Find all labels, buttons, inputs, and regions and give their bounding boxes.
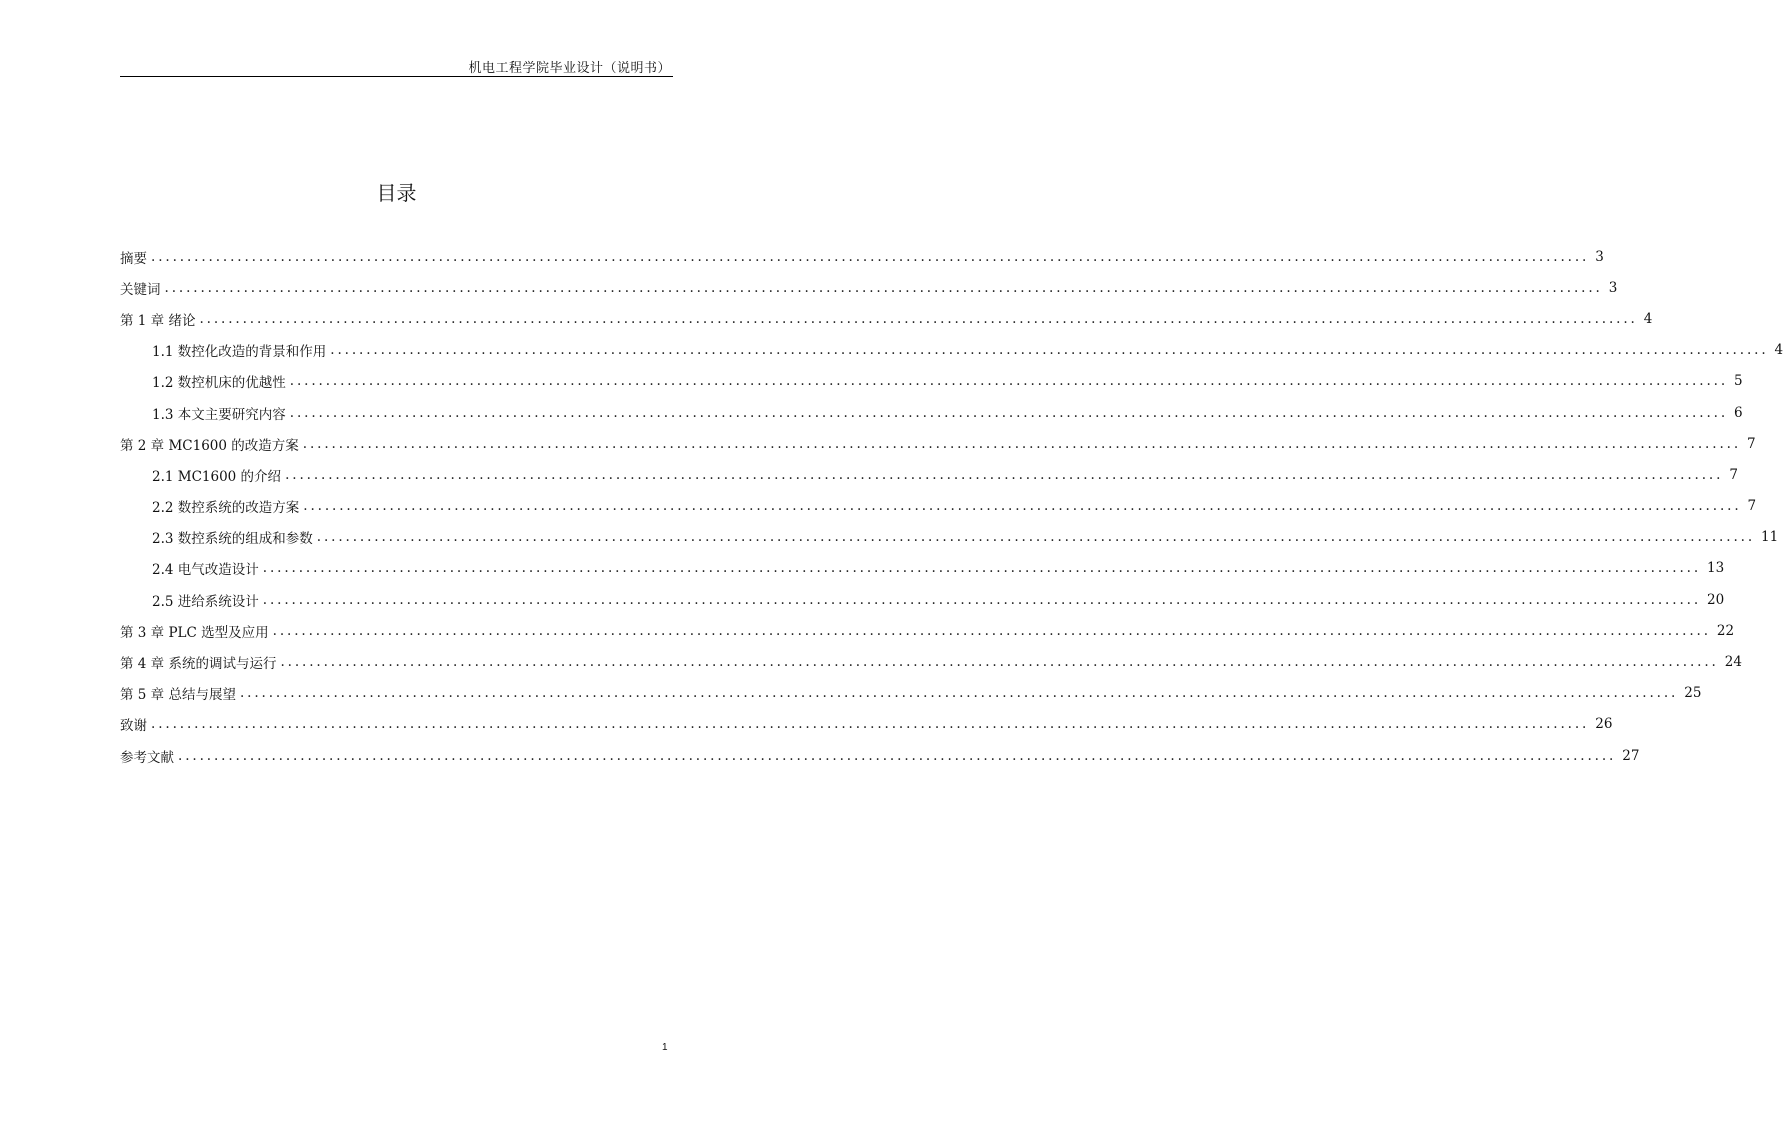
header-title: 机电工程学院毕业设计（说明书） bbox=[468, 61, 671, 76]
toc-entry[interactable] bbox=[120, 491, 1757, 522]
toc-entry-page: 4 bbox=[1774, 342, 1783, 359]
toc-entry[interactable] bbox=[120, 459, 1738, 490]
toc-entry-page: 6 bbox=[1734, 404, 1743, 421]
toc-entry-label: 参考文献 bbox=[120, 749, 174, 766]
toc-entry[interactable] bbox=[120, 553, 1725, 584]
toc-entry-label: 摘要 bbox=[120, 250, 147, 267]
toc-leader-dots: ........................................................................................................................................................................................................ bbox=[199, 310, 1638, 327]
toc-leader-dots: ........................................................................................................................................................................................................ bbox=[262, 560, 1702, 577]
toc-leader-dots: ........................................................................................................................................................................................................ bbox=[289, 404, 1729, 421]
toc-entry-label: 第 1 章 绪论 bbox=[120, 312, 196, 329]
toc-entry-page: 20 bbox=[1707, 591, 1725, 608]
toc-leader-dots: ........................................................................................................................................................................................................ bbox=[164, 279, 1603, 296]
toc-entry[interactable] bbox=[120, 335, 1783, 366]
toc-leader-dots: ........................................................................................................................................................................................................ bbox=[285, 466, 1724, 483]
toc-entry-label: 2.5 进给系统设计 bbox=[152, 593, 259, 610]
toc-entry-page: 7 bbox=[1729, 466, 1738, 483]
toc-entry[interactable] bbox=[120, 584, 1725, 615]
table-of-contents bbox=[120, 241, 1783, 771]
toc-entry-page: 25 bbox=[1684, 685, 1702, 702]
toc-entry-label: 2.1 MC1600 的介绍 bbox=[152, 468, 282, 485]
toc-entry-label: 第 2 章 MC1600 的改造方案 bbox=[120, 437, 299, 454]
toc-leader-dots: ........................................................................................................................................................................................................ bbox=[280, 654, 1719, 671]
toc-entry-label: 关键词 bbox=[120, 281, 161, 298]
toc-entry[interactable] bbox=[120, 646, 1742, 677]
toc-entry-page: 3 bbox=[1608, 279, 1618, 296]
toc-entry[interactable] bbox=[120, 366, 1743, 397]
toc-entry-label: 1.3 本文主要研究内容 bbox=[152, 406, 286, 423]
toc-leader-dots: ........................................................................................................................................................................................................ bbox=[316, 529, 1756, 546]
toc-leader-dots: ........................................................................................................................................................................................................ bbox=[178, 747, 1617, 764]
toc-leader-dots: ........................................................................................................................................................................................................ bbox=[262, 591, 1702, 608]
toc-entry[interactable] bbox=[120, 428, 1756, 459]
toc-entry-label: 第 3 章 PLC 选型及应用 bbox=[120, 624, 269, 641]
toc-entry-label: 1.2 数控机床的优越性 bbox=[152, 375, 286, 392]
toc-entry-page: 13 bbox=[1707, 560, 1725, 577]
toc-entry[interactable] bbox=[120, 272, 1618, 303]
toc-entry-page: 3 bbox=[1595, 248, 1604, 265]
toc-entry-label: 致谢 bbox=[120, 718, 147, 735]
toc-entry[interactable] bbox=[120, 397, 1743, 428]
toc-entry-page: 7 bbox=[1747, 498, 1757, 515]
toc-entry-label: 第 4 章 系统的调试与运行 bbox=[120, 656, 277, 673]
toc-entry[interactable] bbox=[120, 740, 1640, 771]
toc-leader-dots: ........................................................................................................................................................................................................ bbox=[303, 498, 1742, 515]
toc-entry[interactable] bbox=[120, 615, 1735, 646]
toc-title: 目录 bbox=[376, 181, 417, 205]
toc-entry-page: 11 bbox=[1761, 529, 1779, 546]
toc-leader-dots: ........................................................................................................................................................................................................ bbox=[151, 248, 1590, 265]
toc-entry-page: 5 bbox=[1734, 373, 1743, 390]
toc-entry[interactable] bbox=[120, 241, 1604, 272]
toc-entry-label: 2.4 电气改造设计 bbox=[152, 562, 259, 579]
toc-entry-label: 2.3 数控系统的组成和参数 bbox=[152, 531, 313, 548]
toc-leader-dots: ........................................................................................................................................................................................................ bbox=[151, 716, 1590, 733]
toc-entry-label: 1.1 数控化改造的背景和作用 bbox=[152, 344, 327, 361]
page-header bbox=[120, 56, 673, 77]
toc-entry-page: 4 bbox=[1643, 310, 1653, 327]
toc-entry-page: 22 bbox=[1716, 622, 1735, 639]
toc-entry-page: 26 bbox=[1595, 716, 1613, 733]
toc-entry[interactable] bbox=[120, 709, 1613, 740]
toc-entry-page: 7 bbox=[1747, 435, 1756, 452]
toc-entry-page: 27 bbox=[1622, 747, 1640, 764]
toc-entry-page: 24 bbox=[1724, 654, 1742, 671]
toc-leader-dots: ........................................................................................................................................................................................................ bbox=[239, 685, 1679, 702]
toc-entry[interactable] bbox=[120, 678, 1702, 709]
toc-leader-dots: ........................................................................................................................................................................................................ bbox=[289, 373, 1729, 390]
page-number: 1 bbox=[662, 1042, 668, 1053]
toc-entry-label: 第 5 章 总结与展望 bbox=[120, 687, 236, 704]
toc-entry[interactable] bbox=[120, 303, 1653, 334]
toc-entry[interactable] bbox=[120, 522, 1779, 553]
toc-entry-label: 2.2 数控系统的改造方案 bbox=[152, 500, 300, 517]
toc-leader-dots: ........................................................................................................................................................................................................ bbox=[330, 342, 1769, 359]
toc-leader-dots: ........................................................................................................................................................................................................ bbox=[272, 622, 1711, 639]
toc-leader-dots: ........................................................................................................................................................................................................ bbox=[302, 435, 1742, 452]
